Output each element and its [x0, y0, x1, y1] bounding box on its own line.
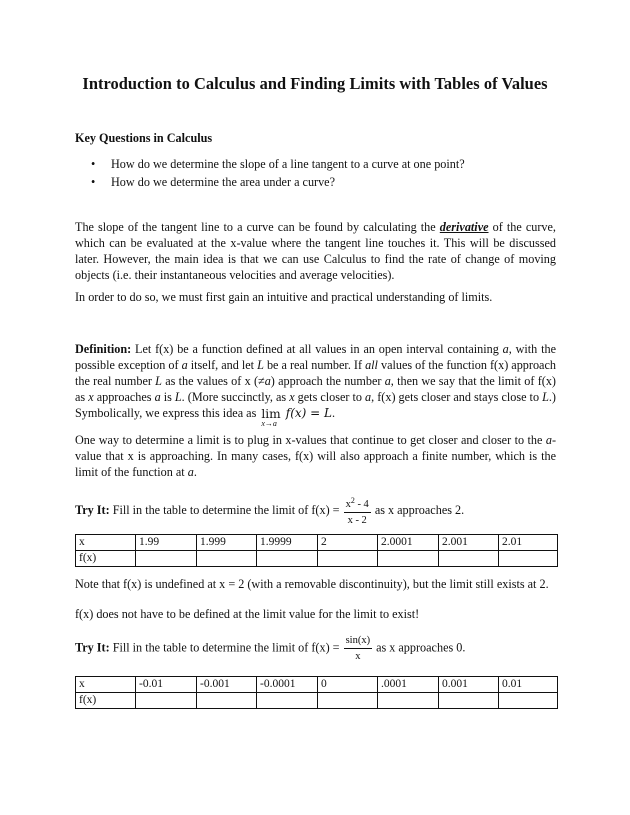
derivative-paragraph: The slope of the tangent line to a curve can be found by calculating the derivative of the curve, which can be evaluated at the x-value where the tangent line touches it. This will be discussed later. However, the main idea is that we can use Calculus to find the rate of change of moving objects (i.e. their instantaneous velocities and average velocities). — [75, 220, 556, 282]
answer-cell[interactable] — [197, 693, 257, 709]
definition-paragraph: Definition: Let f(x) be a function defined at all values in an open interval containing a, with the possible exception of a itself, and let L be a real number. If all values of the function f(x) approach the real number L as the values of x (≠a) approach the number a, then we say that the limit of f(x) as x approaches a is L. (More succinctly, as x gets closer to a, f(x) gets closer and stays close to L.) Symbolically, we express this idea as lim x→a f(x) = L. — [75, 342, 556, 428]
function-fraction: $\frac{\sin(x)}{x}$ — [345, 635, 371, 662]
answer-cell[interactable] — [439, 551, 499, 567]
bullet-icon: • — [91, 175, 96, 189]
answer-cell[interactable] — [378, 551, 439, 567]
key-questions-heading: Key Questions in Calculus — [75, 131, 213, 145]
derivative-term: derivative — [439, 220, 489, 234]
table-cell: f(x) — [76, 551, 136, 567]
answer-cell[interactable] — [378, 693, 439, 709]
values-table-1 — [75, 534, 558, 567]
answer-cell[interactable] — [257, 551, 318, 567]
table-row-x — [76, 677, 558, 693]
table-cell: 1.999 — [197, 535, 257, 551]
list-item: • How do we determine the slope of a line tangent to a curve at one point? — [91, 157, 465, 171]
limit-notation: lim x→a — [261, 407, 281, 428]
table-cell: 0.01 — [499, 677, 558, 693]
table-cell: 0.001 — [439, 677, 499, 693]
table-cell: 1.9999 — [257, 535, 318, 551]
table-row-fx — [76, 693, 558, 709]
page-title: Introduction to Calculus and Finding Limits with Tables of Values — [82, 74, 548, 93]
table-cell: -0.001 — [197, 677, 257, 693]
key-questions-list — [90, 155, 465, 191]
limits-intro-paragraph: In order to do so, we must first gain an intuitive and practical understanding of limits. — [75, 290, 493, 304]
try-it-prompt-1: Try It: Fill in the table to determine the limit of f(x) = $\frac{x^2 - 4}{x - 2}$ as x approaches 2. — [75, 496, 465, 526]
table-cell: 1.99 — [136, 535, 197, 551]
table-cell: 2.01 — [499, 535, 558, 551]
table-cell: -0.0001 — [257, 677, 318, 693]
table-cell: f(x) — [76, 693, 136, 709]
answer-cell[interactable] — [439, 693, 499, 709]
try-it-prompt-2: Try It: Fill in the table to determine the limit of f(x) = $\frac{\sin(x)}{x}$ as x approaches 0. — [75, 635, 466, 662]
answer-cell[interactable] — [136, 693, 197, 709]
answer-cell[interactable] — [499, 551, 558, 567]
table-row-fx — [76, 551, 558, 567]
answer-cell[interactable] — [136, 551, 197, 567]
definition-label: Definition: — [75, 342, 132, 356]
answer-cell[interactable] — [499, 693, 558, 709]
table-cell: -0.01 — [136, 677, 197, 693]
table-cell: 2 — [318, 535, 378, 551]
table-cell: x — [76, 677, 136, 693]
values-table-2 — [75, 676, 558, 709]
removable-discontinuity-note: Note that f(x) is undefined at x = 2 (with a removable discontinuity), but the limit still exists at 2. — [75, 577, 549, 591]
function-fraction: $\frac{x^2 - 4}{x - 2}$ — [345, 496, 369, 526]
list-item: • How do we determine the area under a curve? — [91, 175, 336, 189]
answer-cell[interactable] — [257, 693, 318, 709]
table-cell: x — [76, 535, 136, 551]
plug-in-paragraph: One way to determine a limit is to plug in x-values that continue to get closer and closer to the a-value that x is approaching. In many cases, f(x) will also approach a finite number, which is the limit of the function at a. — [75, 433, 556, 479]
table-cell: 0 — [318, 677, 378, 693]
definition-note: f(x) does not have to be defined at the limit value for the limit to exist! — [75, 607, 420, 621]
answer-cell[interactable] — [318, 551, 378, 567]
limit-expression: f(x) = L — [285, 406, 332, 420]
answer-cell[interactable] — [318, 693, 378, 709]
table-row-x — [76, 535, 558, 551]
table-cell: .0001 — [378, 677, 439, 693]
table-cell: 2.0001 — [378, 535, 439, 551]
table-cell: 2.001 — [439, 535, 499, 551]
bullet-icon: • — [91, 157, 96, 171]
answer-cell[interactable] — [197, 551, 257, 567]
